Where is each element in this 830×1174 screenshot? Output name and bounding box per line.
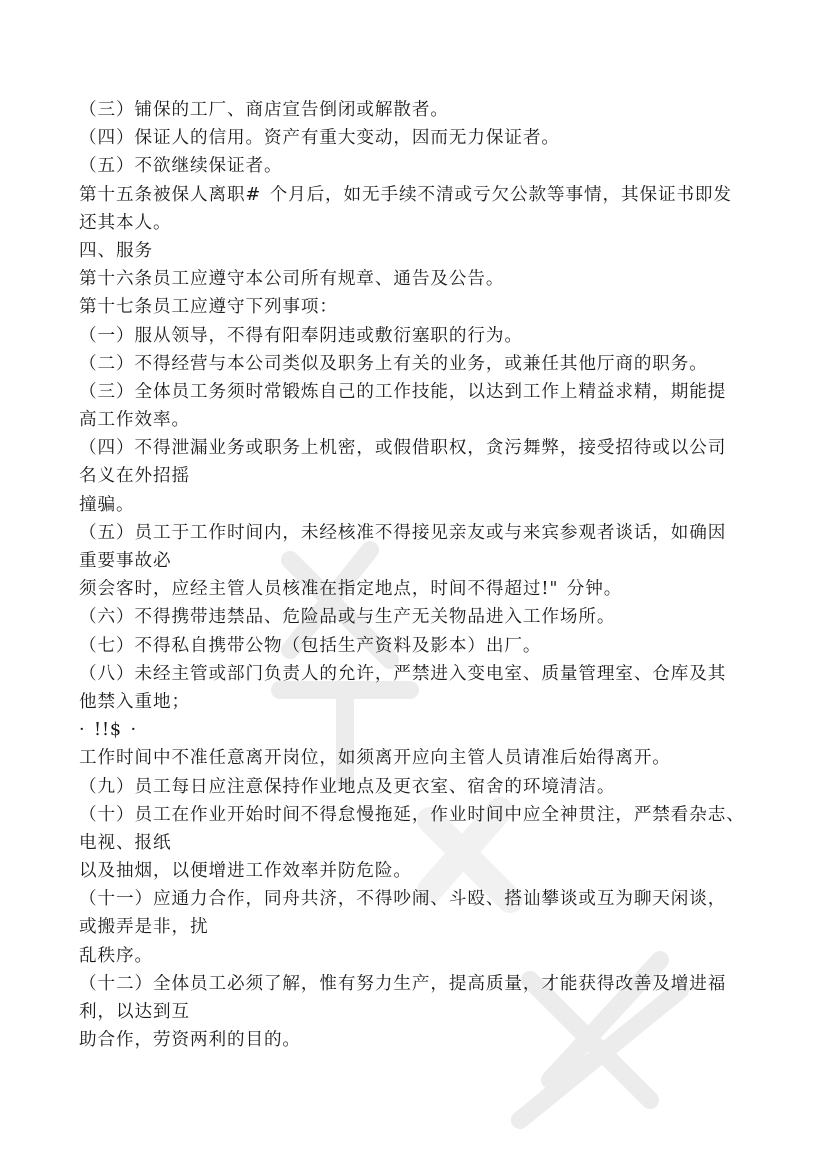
- text-line: 第十七条员工应遵守下列事项：: [79, 297, 338, 318]
- text-line: （四）保证人的信用。资产有重大变动，因而无力保证者。: [79, 128, 560, 149]
- text-line: 以及抽烟，以便增进工作效率并防危险。: [79, 861, 412, 882]
- page-marker: · !!$ ·: [79, 720, 138, 741]
- text-line: 工作时间中不准任意离开岗位，如须离开应向主管人员请准后始得离开。: [79, 748, 671, 769]
- text-line: （十二）全体员工必须了解，惟有努力生产，提高质量，才能获得改善及增进福: [79, 973, 727, 994]
- text-line: （九）员工每日应注意保持作业地点及更衣室、宿舍的环境清洁。: [79, 776, 616, 797]
- text-line: 撞骗。: [79, 494, 135, 515]
- document-body: [79, 96, 759, 1054]
- text-line: （六）不得携带违禁品、危险品或与生产无关物品进入工作场所。: [79, 607, 616, 628]
- text-line: 乱秩序。: [79, 945, 153, 966]
- text-line: （八）未经主管或部门负责人的允许，严禁进入变电室、质量管理室、仓库及其: [79, 663, 727, 684]
- text-line: （一）服从领导，不得有阳奉阴违或敷衍塞职的行为。: [79, 325, 523, 346]
- text-line: （三）全体员工务须时常锻炼自己的工作技能，以达到工作上精益求精，期能提: [79, 381, 727, 402]
- text-line: 利，以达到互: [79, 1002, 190, 1022]
- text-line: 或搬弄是非，扰: [79, 917, 209, 938]
- text-line: 第十五条被保人离职# 个月后，如无手续不清或亏欠公款等事情，其保证书即发: [79, 184, 732, 205]
- text-line: 重要事故必: [79, 551, 172, 571]
- text-line: （三）铺保的工厂、商店宣告倒闭或解散者。: [79, 100, 449, 120]
- text-line: 高工作效率。: [79, 410, 190, 431]
- text-line: 电视、报纸: [79, 832, 172, 853]
- text-line: （四）不得泄漏业务或职务上机密，或假借职权，贪污舞弊，接受招待或以公司: [79, 438, 727, 459]
- text-line: （七）不得私自携带公物（包括生产资料及影本）出厂。: [79, 635, 542, 656]
- text-line: 还其本人。: [79, 212, 172, 233]
- text-line: （二）不得经营与本公司类似及职务上有关的业务，或兼任其他厅商的职务。: [79, 353, 708, 374]
- text-line: （十）员工在作业开始时间不得怠慢拖延，作业时间中应全神贯注，严禁看杂志、: [79, 804, 745, 825]
- text-line: 第十六条员工应遵守本公司所有规章、通告及公告。: [79, 269, 505, 290]
- text-line: 他禁入重地；: [79, 691, 190, 712]
- text-line: 须会客时，应经主管人员核准在指定地点，时间不得超过!" 分钟。: [79, 579, 623, 600]
- text-line: （五）员工于工作时间内，未经核准不得接见亲友或与来宾参观者谈话，如确因: [79, 522, 727, 543]
- text-line: 助合作，劳资两利的目的。: [79, 1030, 301, 1051]
- section-heading: 四、服务: [79, 240, 153, 261]
- text-line: （五）不欲继续保证者。: [79, 156, 283, 177]
- text-line: 名义在外招摇: [79, 466, 190, 487]
- text-line: （十一）应通力合作，同舟共济，不得吵闹、斗殴、搭讪攀谈或互为聊天闲谈，: [79, 889, 727, 910]
